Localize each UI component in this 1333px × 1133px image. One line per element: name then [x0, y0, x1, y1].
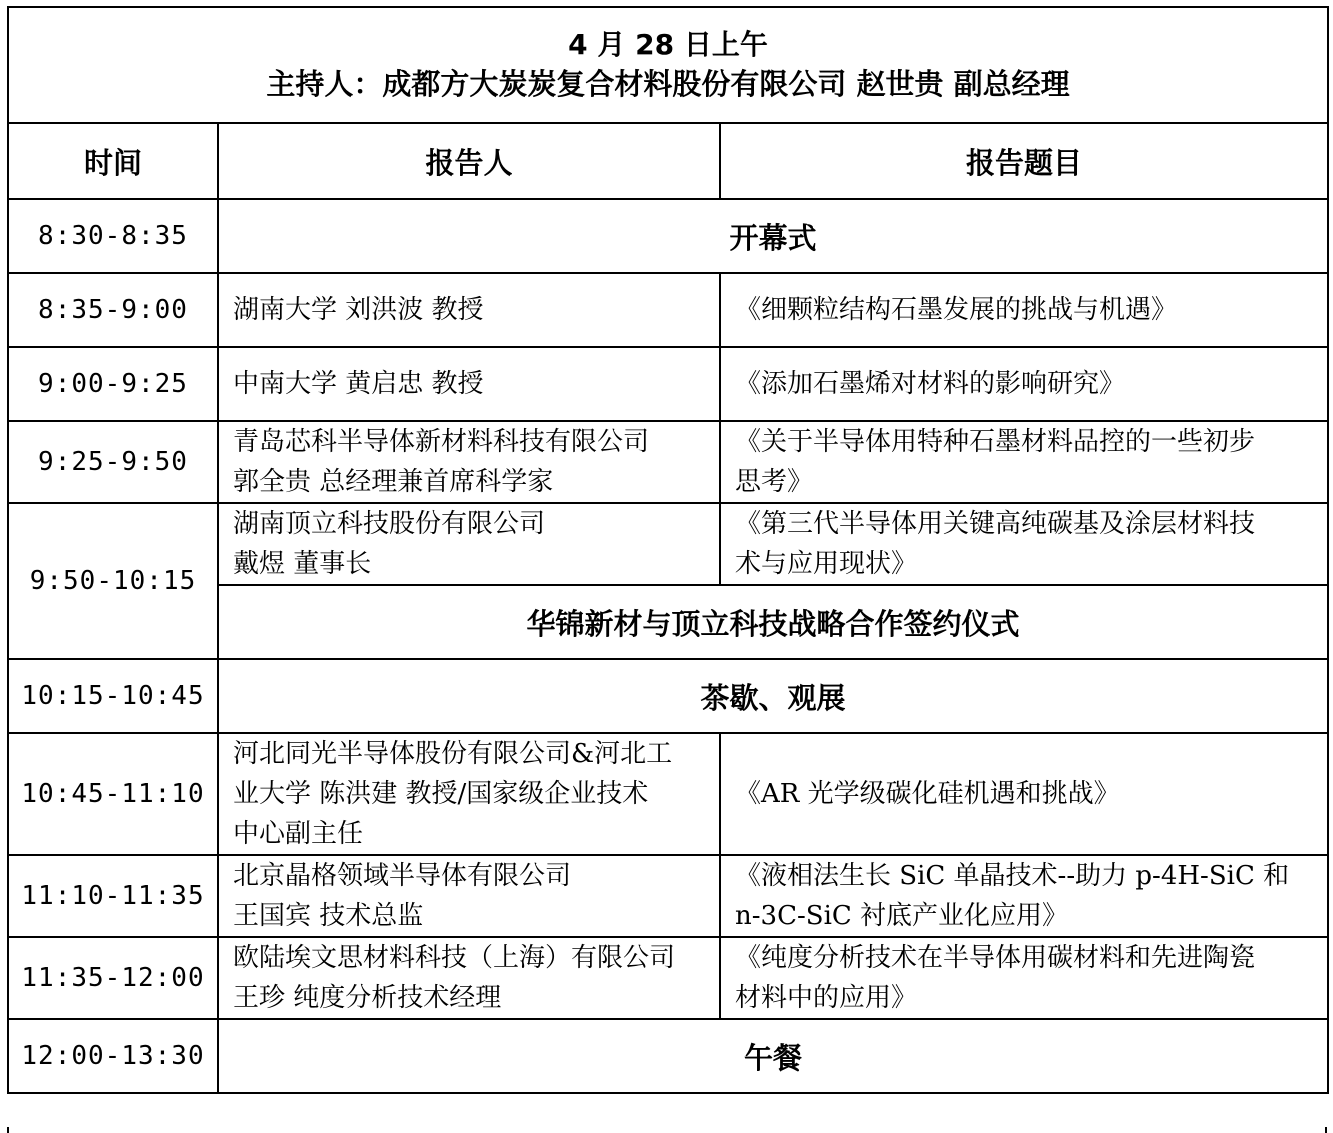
topic-cell: [720, 421, 1328, 503]
time-cell: 10:45-11:10: [8, 733, 218, 855]
table-continuation-edge: [7, 1127, 1327, 1133]
topic-cell: [720, 503, 1328, 585]
event-cell: 茶歇、观展: [218, 659, 1328, 733]
event-cell: 开幕式: [218, 199, 1328, 273]
session-date: 4 月 28 日上午: [568, 28, 768, 61]
speaker-cell: [218, 733, 720, 855]
table-row: [8, 273, 1328, 347]
speaker-line: 王国宾 技术总监: [233, 901, 424, 931]
topic-line: n-3C-SiC 衬底产业化应用》: [735, 901, 1069, 931]
topic-cell: [720, 855, 1328, 937]
table-row: [8, 937, 1328, 1019]
speaker-line: 湖南大学 刘洪波 教授: [233, 295, 484, 325]
topic-cell: [720, 273, 1328, 347]
topic-line: 《关于半导体用特种石墨材料品控的一些初步: [735, 427, 1256, 457]
time-cell: 9:50-10:15: [8, 503, 218, 659]
speaker-line: 欧陆埃文思材料科技（上海）有限公司: [233, 943, 676, 973]
speaker-cell: [218, 937, 720, 1019]
table-row: [8, 503, 1328, 585]
column-header-time: 时间: [8, 123, 218, 199]
speaker-line: 戴煜 董事长: [233, 549, 372, 579]
speaker-line: 青岛芯科半导体新材料科技有限公司: [233, 427, 650, 457]
table-row: [8, 347, 1328, 421]
time-cell: 9:00-9:25: [8, 347, 218, 421]
speaker-line: 湖南顶立科技股份有限公司: [233, 509, 546, 539]
event-cell: 华锦新材与顶立科技战略合作签约仪式: [218, 585, 1328, 659]
speaker-line: 中南大学 黄启忠 教授: [233, 369, 484, 399]
table-row: [8, 659, 1328, 733]
table-row: [8, 421, 1328, 503]
topic-line: 《细颗粒结构石墨发展的挑战与机遇》: [735, 295, 1178, 325]
topic-line: 材料中的应用》: [735, 983, 918, 1013]
topic-line: 《纯度分析技术在半导体用碳材料和先进陶瓷: [735, 943, 1256, 973]
session-host: 主持人：成都方大炭炭复合材料股份有限公司 赵世贵 副总经理: [266, 67, 1070, 101]
time-cell: 12:00-13:30: [8, 1019, 218, 1093]
speaker-line: 中心副主任: [233, 819, 364, 849]
speaker-line: 北京晶格领域半导体有限公司: [233, 861, 572, 891]
schedule-table: [7, 6, 1329, 1094]
topic-cell: [720, 347, 1328, 421]
topic-line: 术与应用现状》: [735, 549, 918, 579]
speaker-line: 郭全贵 总经理兼首席科学家: [233, 467, 554, 497]
time-cell: 8:35-9:00: [8, 273, 218, 347]
table-row: [8, 1019, 1328, 1093]
speaker-cell: [218, 273, 720, 347]
column-header-topic: 报告题目: [720, 123, 1328, 199]
speaker-cell: [218, 347, 720, 421]
table-row: [8, 199, 1328, 273]
time-cell: 8:30-8:35: [8, 199, 218, 273]
title-row: [8, 7, 1328, 123]
table-row: [8, 855, 1328, 937]
speaker-cell: [218, 855, 720, 937]
time-cell: 11:35-12:00: [8, 937, 218, 1019]
speaker-line: 业大学 陈洪建 教授/国家级企业技术: [233, 779, 649, 809]
topic-line: 《第三代半导体用关键高纯碳基及涂层材料技: [735, 509, 1256, 539]
time-cell: 10:15-10:45: [8, 659, 218, 733]
time-cell: 11:10-11:35: [8, 855, 218, 937]
speaker-line: 王珍 纯度分析技术经理: [233, 983, 502, 1013]
speaker-cell: [218, 421, 720, 503]
speaker-line: 河北同光半导体股份有限公司&河北工: [233, 739, 673, 769]
event-cell: 午餐: [218, 1019, 1328, 1093]
topic-cell: [720, 733, 1328, 855]
title-cell: [8, 7, 1328, 123]
speaker-cell: [218, 503, 720, 585]
column-header-speaker: 报告人: [218, 123, 720, 199]
time-cell: 9:25-9:50: [8, 421, 218, 503]
topic-cell: [720, 937, 1328, 1019]
column-header-row: [8, 123, 1328, 199]
topic-line: 《液相法生长 SiC 单晶技术--助力 p-4H-SiC 和: [735, 861, 1290, 891]
topic-line: 《添加石墨烯对材料的影响研究》: [735, 369, 1126, 399]
table-row: [8, 733, 1328, 855]
topic-line: 《AR 光学级碳化硅机遇和挑战》: [735, 779, 1120, 809]
topic-line: 思考》: [735, 467, 814, 497]
